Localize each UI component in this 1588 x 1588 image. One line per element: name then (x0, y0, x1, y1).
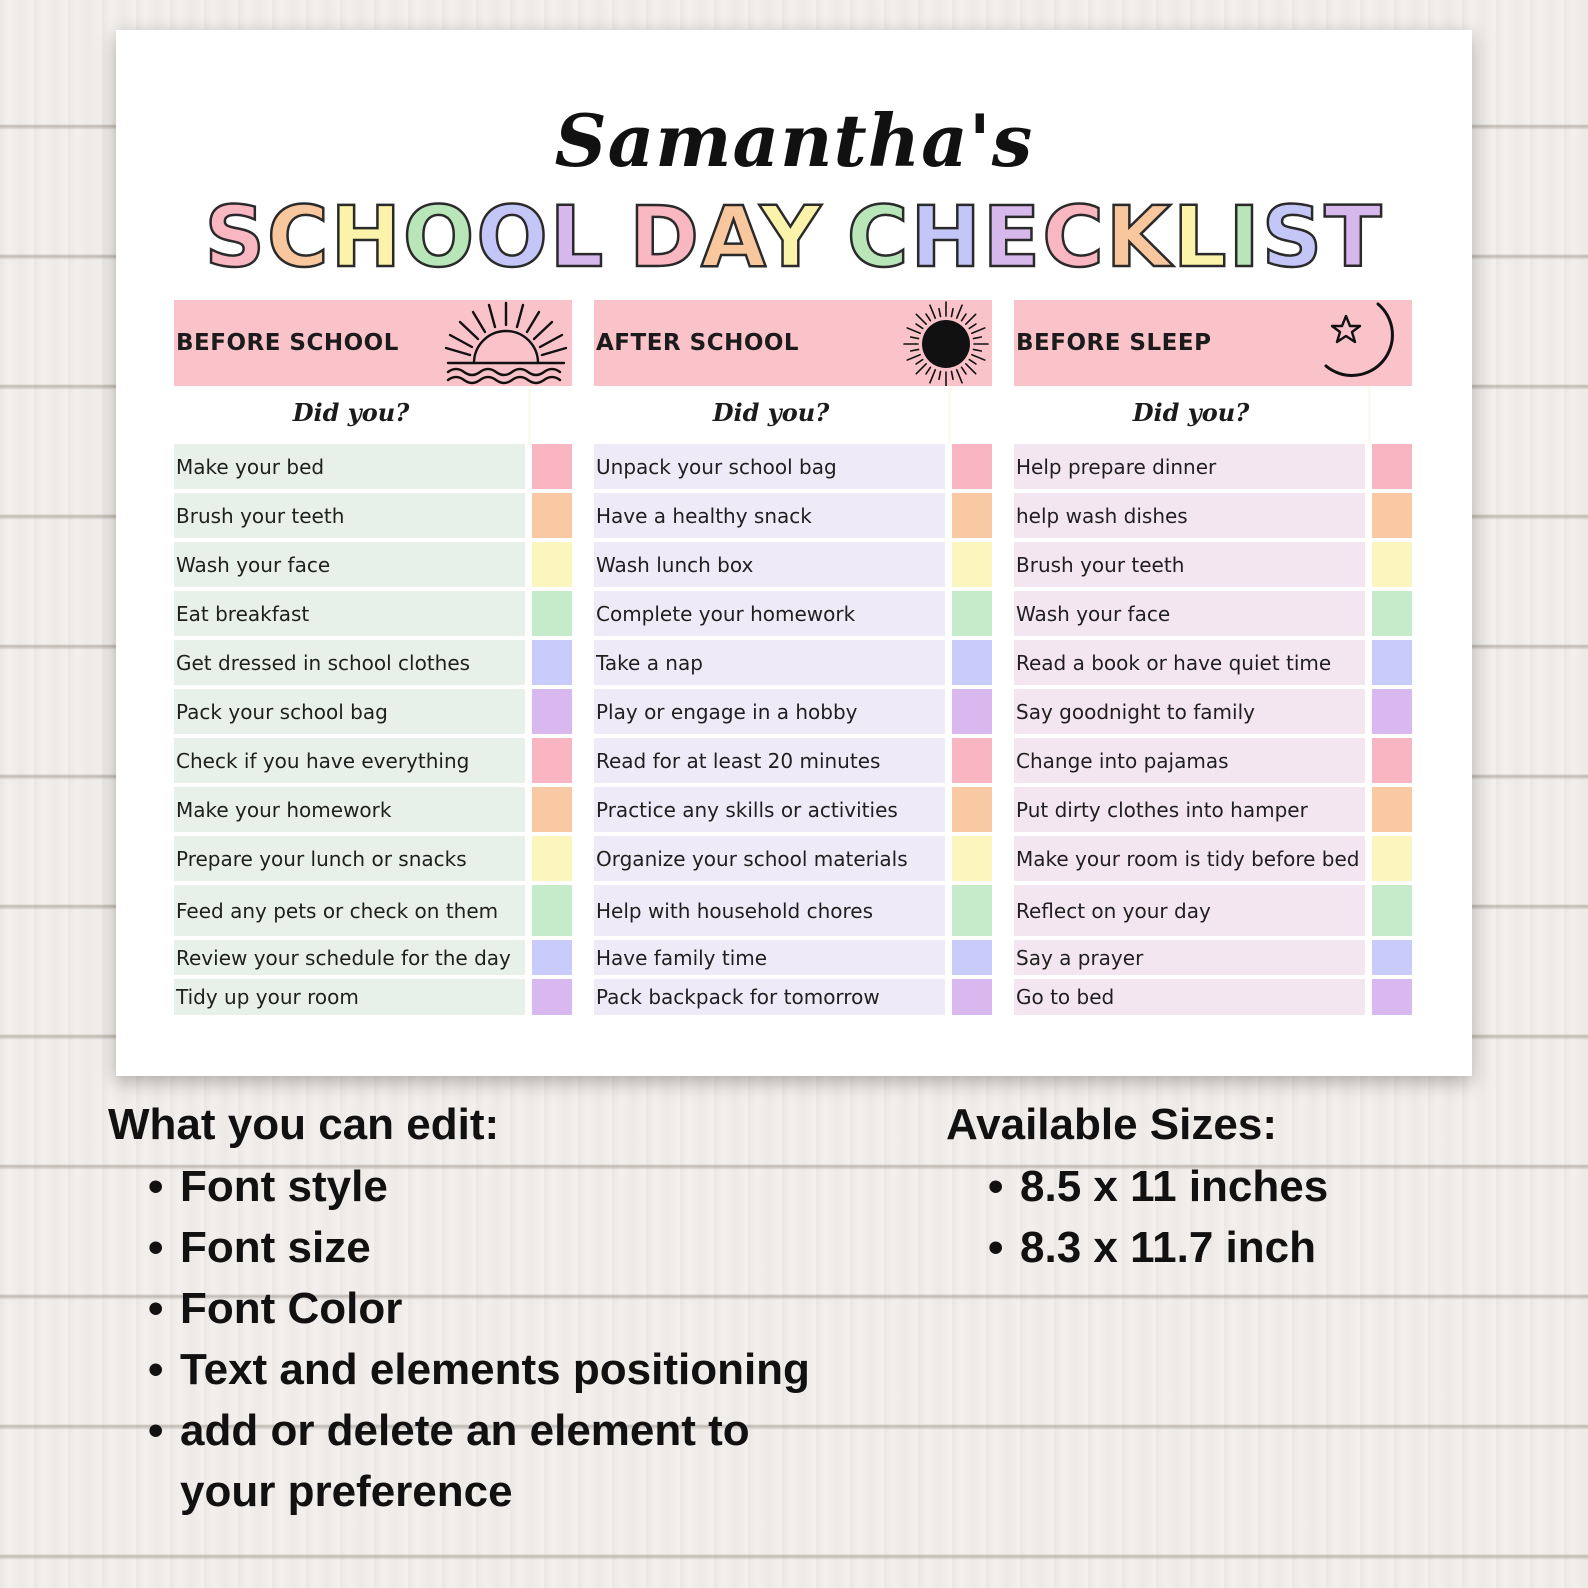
title-letter: E (982, 188, 1043, 286)
task-row (174, 689, 572, 734)
checkbox[interactable] (532, 689, 572, 734)
task-label: Wash lunch box (594, 542, 945, 587)
task-label: Change into pajamas (1014, 738, 1365, 783)
checkbox[interactable] (532, 787, 572, 832)
title-letter: Y (760, 188, 823, 286)
task-row (174, 493, 572, 538)
list-item (946, 1156, 1328, 1217)
list-item (108, 1217, 810, 1278)
bullet-icon: • (148, 1284, 164, 1333)
task-label: Complete your homework (594, 591, 945, 636)
checkbox[interactable] (1372, 738, 1412, 783)
checkbox[interactable] (1372, 689, 1412, 734)
column-before-sleep (1014, 300, 1412, 1019)
divider (948, 386, 951, 444)
task-row (1014, 885, 1412, 936)
checklist-sheet (116, 30, 1472, 1076)
task-label: Have family time (594, 940, 945, 975)
checkbox[interactable] (532, 640, 572, 685)
list-item-text: your preference (180, 1467, 513, 1516)
task-row (594, 940, 992, 975)
title-letter: S (1261, 188, 1325, 286)
checkbox[interactable] (532, 979, 572, 1015)
checkbox[interactable] (532, 738, 572, 783)
checkbox[interactable] (532, 940, 572, 975)
task-row (174, 787, 572, 832)
bullet-icon: • (148, 1406, 164, 1455)
did-you-row (174, 386, 572, 444)
edit-list (108, 1156, 810, 1522)
bullet-icon: • (148, 1162, 164, 1211)
title-letter: C (1042, 188, 1106, 286)
task-row (1014, 689, 1412, 734)
task-row (174, 940, 572, 975)
bullet-icon: • (148, 1345, 164, 1394)
checkbox[interactable] (1372, 787, 1412, 832)
title-letter: O (402, 188, 477, 286)
task-row (1014, 493, 1412, 538)
column-after-school (594, 300, 992, 1019)
task-list (174, 444, 572, 1015)
list-item (108, 1278, 810, 1339)
checklist-title (116, 188, 1472, 286)
checkbox[interactable] (952, 640, 992, 685)
task-label: Say goodnight to family (1014, 689, 1365, 734)
task-row (174, 640, 572, 685)
task-label: Organize your school materials (594, 836, 945, 881)
task-row (594, 493, 992, 538)
task-label: Go to bed (1014, 979, 1365, 1015)
task-label: Tidy up your room (174, 979, 525, 1015)
did-you-label: Did you? (712, 398, 830, 427)
checkbox[interactable] (532, 444, 572, 489)
task-label: Read for at least 20 minutes (594, 738, 945, 783)
checkbox[interactable] (532, 885, 572, 936)
task-label: Wash your face (174, 542, 525, 587)
sizes-list (946, 1156, 1328, 1278)
task-list (594, 444, 992, 1015)
bullet-icon: • (988, 1223, 1004, 1272)
task-row (594, 836, 992, 881)
checkbox[interactable] (952, 885, 992, 936)
task-row (594, 444, 992, 489)
task-label: Help prepare dinner (1014, 444, 1365, 489)
title-letter: I (1228, 188, 1262, 286)
task-label: Play or engage in a hobby (594, 689, 945, 734)
list-item-text: Text and elements positioning (180, 1345, 810, 1394)
column-title: BEFORE SLEEP (1016, 330, 1212, 356)
title-letter: D (629, 188, 702, 286)
task-label: Brush your teeth (174, 493, 525, 538)
task-label: Check if you have everything (174, 738, 525, 783)
task-row (594, 542, 992, 587)
checkbox[interactable] (1372, 591, 1412, 636)
list-item (108, 1156, 810, 1217)
list-item-text: Font size (180, 1223, 371, 1272)
task-label: Read a book or have quiet time (1014, 640, 1365, 685)
title-letter: H (910, 188, 983, 286)
task-list (1014, 444, 1412, 1015)
task-row (1014, 738, 1412, 783)
title-letter: C (846, 188, 911, 286)
checkbox[interactable] (952, 979, 992, 1015)
task-row (1014, 542, 1412, 587)
task-label: Say a prayer (1014, 940, 1365, 975)
task-row (1014, 940, 1412, 975)
task-row (594, 787, 992, 832)
list-item (108, 1400, 810, 1461)
task-label: Help with household chores (594, 885, 945, 936)
column-header (174, 300, 572, 386)
task-row (174, 738, 572, 783)
task-label: Make your bed (174, 444, 525, 489)
bullet-icon: • (148, 1223, 164, 1272)
checkbox[interactable] (952, 591, 992, 636)
task-label: Pack backpack for tomorrow (594, 979, 945, 1015)
task-row (1014, 640, 1412, 685)
divider (528, 386, 531, 444)
task-label: Unpack your school bag (594, 444, 945, 489)
column-header (594, 300, 992, 386)
title-letter: K (1105, 188, 1173, 286)
column-title: BEFORE SCHOOL (176, 330, 399, 356)
task-row (1014, 979, 1412, 1015)
task-label: Pack your school bag (174, 689, 525, 734)
task-label: Get dressed in school clothes (174, 640, 525, 685)
checkbox[interactable] (1372, 940, 1412, 975)
checkbox[interactable] (952, 738, 992, 783)
task-row (174, 885, 572, 936)
list-item-text: add or delete an element to (180, 1406, 750, 1455)
checkbox[interactable] (952, 542, 992, 587)
task-label: Take a nap (594, 640, 945, 685)
checkbox[interactable] (532, 542, 572, 587)
task-row (174, 444, 572, 489)
sun-icon (900, 300, 992, 390)
did-you-label: Did you? (292, 398, 410, 427)
task-label: Make your room is tidy before bed (1014, 836, 1365, 881)
task-row (594, 979, 992, 1015)
did-you-row (594, 386, 992, 444)
task-row (594, 738, 992, 783)
checkbox[interactable] (952, 689, 992, 734)
checkbox[interactable] (1372, 979, 1412, 1015)
task-row (1014, 444, 1412, 489)
sunrise-icon (440, 300, 572, 390)
divider (1368, 386, 1371, 444)
owner-name: Samantha's (554, 98, 1034, 183)
title-letter: L (1172, 188, 1229, 286)
task-row (1014, 591, 1412, 636)
column-before-school (174, 300, 572, 1019)
task-label: help wash dishes (1014, 493, 1365, 538)
task-row (174, 979, 572, 1015)
list-item-text: Font style (180, 1162, 388, 1211)
sizes-heading: Available Sizes: (946, 1100, 1277, 1149)
task-row (594, 689, 992, 734)
column-header (1014, 300, 1412, 386)
checkbox[interactable] (1372, 640, 1412, 685)
task-row (174, 542, 572, 587)
task-row (594, 591, 992, 636)
task-label: Brush your teeth (1014, 542, 1365, 587)
moon-star-icon (1316, 300, 1412, 390)
task-label: Prepare your lunch or snacks (174, 836, 525, 881)
task-label: Eat breakfast (174, 591, 525, 636)
task-row (594, 885, 992, 936)
list-item-text: Font Color (180, 1284, 403, 1333)
task-label: Review your schedule for the day (174, 940, 525, 975)
edit-info (108, 1096, 810, 1522)
column-title: AFTER SCHOOL (596, 330, 800, 356)
title-letter: C (266, 188, 331, 286)
task-row (1014, 787, 1412, 832)
task-label: Reflect on your day (1014, 885, 1365, 936)
title-letter: H (330, 188, 403, 286)
checkbox[interactable] (1372, 444, 1412, 489)
bullet-icon: • (988, 1162, 1004, 1211)
checkbox[interactable] (952, 493, 992, 538)
title-letter: A (701, 188, 760, 286)
checkbox[interactable] (952, 940, 992, 975)
task-label: Feed any pets or check on them (174, 885, 525, 936)
checkbox[interactable] (532, 493, 572, 538)
title-letter: T (1324, 188, 1384, 286)
task-label: Wash your face (1014, 591, 1365, 636)
title-letter: L (549, 188, 606, 286)
task-row (174, 591, 572, 636)
edit-heading: What you can edit: (108, 1100, 500, 1149)
checkbox[interactable] (1372, 542, 1412, 587)
task-label: Put dirty clothes into hamper (1014, 787, 1365, 832)
title-letter: O (476, 188, 550, 286)
task-label: Practice any skills or activities (594, 787, 945, 832)
task-row (174, 836, 572, 881)
checkbox[interactable] (952, 836, 992, 881)
checkbox[interactable] (532, 591, 572, 636)
checkbox[interactable] (952, 444, 992, 489)
checkbox[interactable] (952, 787, 992, 832)
list-item-text: 8.5 x 11 inches (1020, 1162, 1329, 1211)
task-row (1014, 836, 1412, 881)
did-you-label: Did you? (1132, 398, 1250, 427)
checkbox[interactable] (532, 836, 572, 881)
task-label: Make your homework (174, 787, 525, 832)
did-you-row (1014, 386, 1412, 444)
list-item-text: 8.3 x 11.7 inch (1020, 1223, 1316, 1272)
list-item (108, 1339, 810, 1400)
checkbox[interactable] (1372, 885, 1412, 936)
sizes-info (946, 1096, 1328, 1278)
checkbox[interactable] (1372, 493, 1412, 538)
task-row (594, 640, 992, 685)
list-item (946, 1217, 1328, 1278)
title-letter: S (204, 188, 267, 286)
checkbox[interactable] (1372, 836, 1412, 881)
list-item (108, 1461, 810, 1522)
task-label: Have a healthy snack (594, 493, 945, 538)
